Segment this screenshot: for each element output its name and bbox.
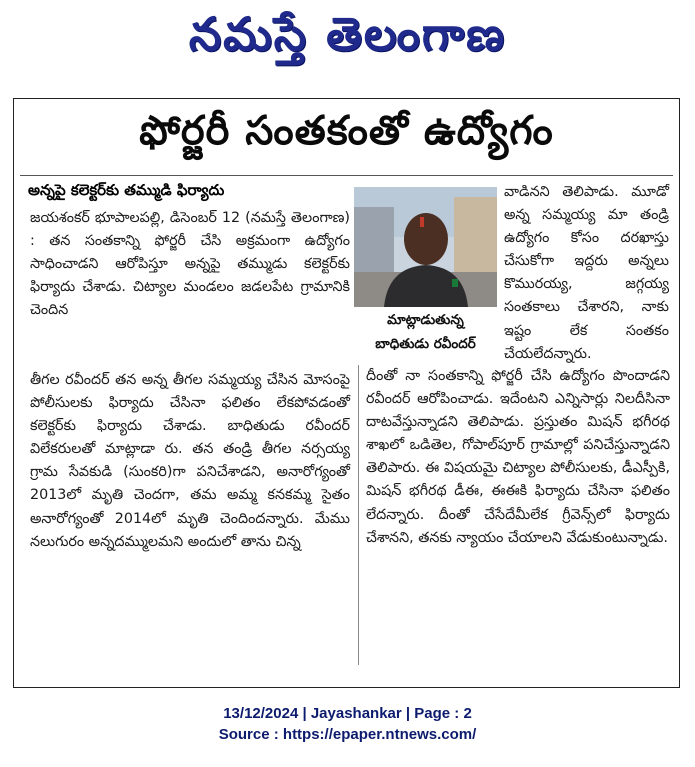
person-photo xyxy=(354,187,497,307)
newspaper-masthead xyxy=(0,0,695,80)
photo-caption-line2: బాధితుడు రవీందర్ xyxy=(375,336,476,352)
photo-caption xyxy=(354,308,497,360)
article-headline-block xyxy=(14,99,679,173)
masthead-title: నమస్తే తెలంగాణ xyxy=(188,7,507,61)
epaper-footer xyxy=(0,703,695,745)
article-headline: ఫోర్జరీ సంతకంతో ఉద్యోగం xyxy=(139,108,554,154)
article-photo-block xyxy=(354,187,497,362)
footer-source: Source : https://epaper.ntnews.com/ xyxy=(218,726,477,743)
headline-divider xyxy=(20,175,673,176)
article-subheadline: అన్నపై కలెక్టర్‌కు తమ్ముడి ఫిర్యాదు xyxy=(28,181,225,199)
photo-caption-line1: మాట్లాడుతున్న xyxy=(387,312,464,328)
article-text-column1-bottom: తీగల రవీందర్ తన అన్న తీగల సమ్మయ్య చేసిన మోసంపై పోలీసులకు ఫిర్యాదు చేసినా ఫలితం లేకపోవడంతో కలెక్టర్‌కు ఫిర్యాదు చేశాడు. బాధితుడు రవీందర్ విలేకరులతో మాట్లాడా రు. తన తండ్రి తీగల నర్సయ్య గ్రామ సేవకుడి (సుంకరి)గా పనిచేశాడని, అనారోగ్యంతో 2013లో మృతి చెందగా, తమ అమ్మ కనకమ్మ సైతం అనారోగ్యంతో 2014లో మృతి చెందిందన్నారు. మేము నలుగురం అన్నదమ్ములమని అందులో తాను చిన్న xyxy=(30,372,350,550)
article-text-column1-top: జయశంకర్ భూపాలపల్లి, డిసెంబర్ 12 (నమస్తే తెలంగాణ) : తన సంతకాన్ని ఫోర్జరీ చేసి అక్రమంగా ఉద్యోగం సాధించాడని ఆరోపిస్తూ అన్నపై తమ్ముడు కలెక్టర్‌కు ఫిర్యాదు చేశాడు. చిట్యాల మండలం జడలపేట గ్రామానికి చెందిన xyxy=(30,210,350,319)
article-text-column2-top: వాడినని తెలిపాడు. మూడో అన్న సమ్మయ్య మా తండ్రి ఉద్యోగం కోసం దరఖాస్తు చేసుకోగా ఇద్దరు అన్నలు కొమురయ్య, జగ్గయ్య సంతకాలు చేశారని, నాకు ఇష్టం లేక సంతకం చేయలేదన్నారు. xyxy=(504,184,669,362)
person-photo-illustration xyxy=(354,187,497,307)
news-clipping xyxy=(13,98,680,688)
column-divider xyxy=(358,365,359,665)
article-text-column2-bottom: దీంతో నా సంతకాన్ని ఫోర్జరీ చేసి ఉద్యోగం పొందాడని రవీందర్ ఆరోపించాడు. ఇదేంటని ఎన్నిసార్లు నిలదీసినా దాటవేస్తున్నాడని తెలిపాడు. ప్రస్తుతం మిషన్ భగీరథ శాఖలో ఒడితెల, గోపాల్‌పూర్ గ్రామాల్లో పనిచేస్తున్నాడని తెలిపారు. ఈ విషయమై చిట్యాల పోలీసులకు, డీఎస్పీకి, మిషన్ భగీరథ డీఈ, ఈఈకి ఫిర్యాదు చేసినా ఫలితం లేదన్నారు. దీంతో చేసేదేమీలేక గ్రీవెన్స్‌లో ఫిర్యాదు చేశానని, తనకు న్యాయం చేయాలని వేడుకుంటున్నాడు. xyxy=(366,368,670,546)
footer-date-edition: 13/12/2024 | Jayashankar | Page : 2 xyxy=(223,705,472,722)
